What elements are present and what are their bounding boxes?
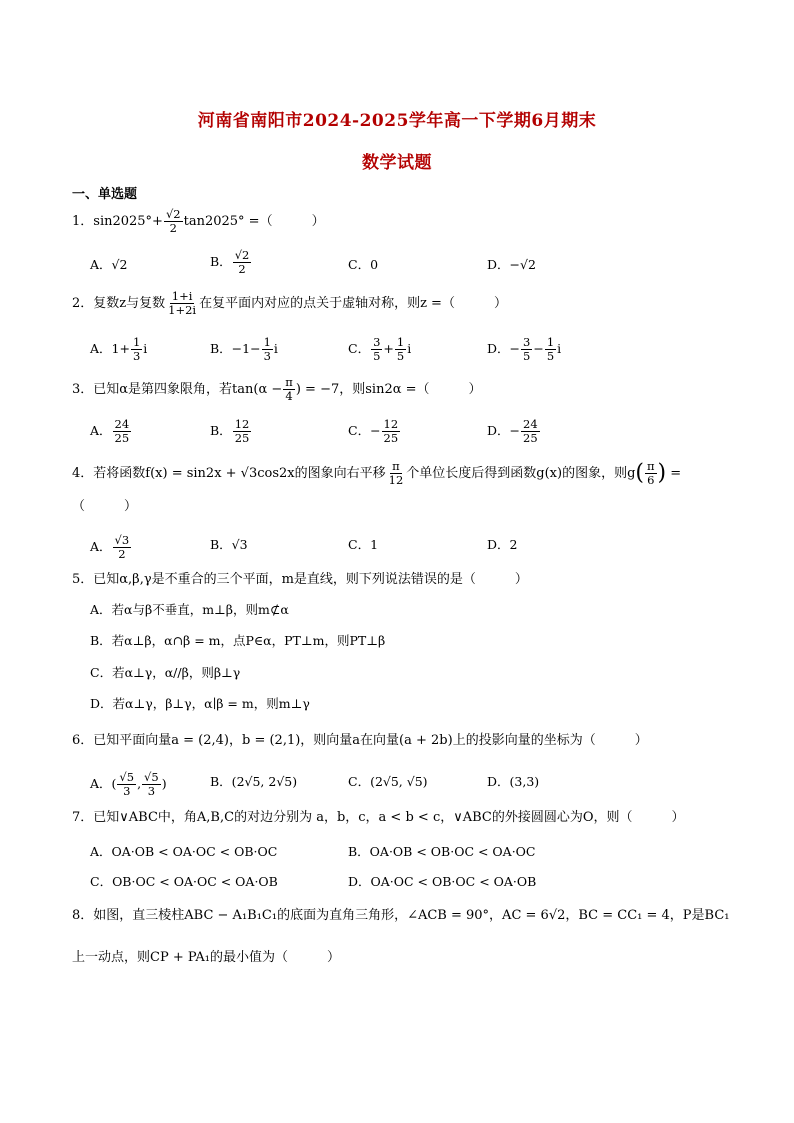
q1-option-b <box>210 249 252 276</box>
fraction-denominator: 25 <box>523 431 538 445</box>
q6-option-a <box>90 771 167 798</box>
fraction-numerator: 24 <box>523 417 538 431</box>
option-fraction <box>382 418 401 445</box>
question-4-argument <box>645 460 657 487</box>
option-fraction-2 <box>545 336 556 363</box>
option-label: A． <box>90 539 112 554</box>
fraction-denominator: 3 <box>132 349 141 363</box>
question-3 <box>72 376 482 403</box>
question-1 <box>72 208 325 235</box>
q7-option-c: C．OB·OC < OA·OC < OA·OB <box>90 874 278 889</box>
question-3-prefix: 3．已知α是第四象限角，若tan(α − <box>72 382 283 397</box>
option-label: D．− <box>487 341 520 356</box>
option-separator: , <box>137 776 142 791</box>
fraction-numerator: 3 <box>373 335 381 349</box>
fraction-denominator: 1+2i <box>168 303 197 317</box>
fraction-denominator: 12 <box>388 473 404 487</box>
question-3-suffix: ) = −7，则sin2α =（ ） <box>295 382 482 397</box>
option-fraction-1 <box>117 771 136 798</box>
option-label: A．1+ <box>90 341 130 356</box>
fraction-denominator: 6 <box>647 473 655 487</box>
fraction-denominator: 5 <box>396 349 405 363</box>
question-2-prefix: 2．复数z与复数 <box>72 296 166 311</box>
question-7: 7．已知∨ABC中，角A,B,C的对边分别为 a，b，c，a < b < c，∨ABC的外接圆圆心为O，则（ ） <box>72 810 685 825</box>
fraction-numerator: π <box>646 459 655 473</box>
option-fraction-1 <box>521 336 532 363</box>
option-label: B． <box>210 423 232 438</box>
question-4 <box>72 460 681 487</box>
option-label: C．− <box>348 423 381 438</box>
q2-option-c <box>348 336 411 363</box>
fraction-numerator: 3 <box>523 335 531 349</box>
question-1-fraction <box>164 208 183 235</box>
q7-option-a: A．OA·OB < OA·OC < OB·OC <box>90 844 278 859</box>
option-tail: ) <box>161 776 167 791</box>
question-5: 5．已知α,β,γ是不重合的三个平面，m是直线，则下列说法错误的是（ ） <box>72 572 528 587</box>
document-subtitle: 数学试题 <box>362 153 432 173</box>
question-2-suffix: 在复平面内对应的点关于虚轴对称，则z =（ ） <box>199 296 507 311</box>
fraction-denominator: 3 <box>147 784 156 798</box>
option-fraction-2 <box>142 771 161 798</box>
option-operator: + <box>383 341 394 356</box>
q5-option-a: A．若α与β不垂直，m⊥β，则m⊄α <box>90 602 289 617</box>
option-label: A． <box>90 423 112 438</box>
q3-option-c <box>348 418 401 445</box>
q3-option-a <box>90 418 132 445</box>
fraction-numerator: 12 <box>383 417 399 431</box>
fraction-numerator: 1 <box>396 335 405 349</box>
q5-option-c: C．若α⊥γ，α//β，则β⊥γ <box>90 665 241 680</box>
q4-option-a <box>90 534 132 561</box>
question-1-prefix: 1．sin2025°+ <box>72 214 163 229</box>
fraction-denominator: 5 <box>546 349 555 363</box>
q5-option-b: B．若α⊥β，α∩β = m，点P∈α，PT⊥m，则PT⊥β <box>90 633 386 648</box>
option-fraction <box>233 418 252 445</box>
option-tail: i <box>407 341 412 356</box>
question-3-fraction <box>283 376 295 403</box>
question-4-continued: （ ） <box>72 499 138 514</box>
fraction-denominator: 25 <box>114 431 130 445</box>
q1-option-c: C．0 <box>348 257 379 272</box>
fraction-denominator: 25 <box>383 431 399 445</box>
right-paren: ) <box>657 460 667 486</box>
q2-option-d <box>487 336 561 363</box>
option-tail: i <box>273 341 278 356</box>
q6-option-c: C．(2√5, √5) <box>348 774 428 789</box>
q1-option-d: D．−√2 <box>487 257 536 272</box>
q3-option-b <box>210 418 252 445</box>
fraction-denominator: 25 <box>234 431 250 445</box>
option-fraction <box>233 249 252 276</box>
question-2 <box>72 290 507 317</box>
q2-option-a <box>90 336 147 363</box>
q5-option-d: D．若α⊥γ，β⊥γ，α∣β = m，则m⊥γ <box>90 696 310 711</box>
q1-option-a: A．√2 <box>90 257 128 272</box>
fraction-numerator: √5 <box>119 770 135 784</box>
fraction-denominator: 5 <box>523 349 531 363</box>
fraction-numerator: √2 <box>234 248 250 262</box>
question-4-tail: = <box>666 466 682 481</box>
option-fraction <box>131 336 142 363</box>
fraction-numerator: 1 <box>132 335 141 349</box>
option-label: D．− <box>487 423 520 438</box>
option-fraction <box>113 534 132 561</box>
section-heading-single-choice: 一、单选题 <box>72 187 138 202</box>
option-label: A．( <box>90 776 117 791</box>
fraction-numerator: 1 <box>546 335 555 349</box>
fraction-numerator: 1+i <box>171 289 193 303</box>
option-label: B． <box>210 254 232 269</box>
fraction-numerator: √5 <box>144 770 159 784</box>
fraction-numerator: π <box>285 375 293 389</box>
q6-option-d: D．(3,3) <box>487 774 540 789</box>
document-title: 河南省南阳市2024-2025学年高一下学期6月期末 <box>197 111 597 131</box>
q4-option-d: D．2 <box>487 537 518 552</box>
q4-option-c: C．1 <box>348 537 379 552</box>
fraction-denominator: 4 <box>285 389 293 403</box>
question-2-fraction <box>166 290 198 317</box>
left-paren: ( <box>635 460 644 486</box>
option-fraction <box>521 418 540 445</box>
fraction-numerator: 1 <box>263 335 271 349</box>
fraction-numerator: 12 <box>234 417 250 431</box>
question-1-suffix: tan2025° =（ ） <box>183 214 325 229</box>
q4-option-b: B．√3 <box>210 537 248 552</box>
fraction-denominator: 5 <box>373 349 381 363</box>
option-fraction <box>113 418 132 445</box>
fraction-denominator: 2 <box>118 547 126 561</box>
option-label: B．−1− <box>210 341 261 356</box>
q7-option-d: D．OA·OC < OB·OC < OA·OB <box>348 874 537 889</box>
fraction-numerator: √2 <box>165 207 181 221</box>
fraction-numerator: √3 <box>114 533 130 547</box>
question-4-prefix: 4．若将函数f(x) = sin2x + √3cos2x的图象向右平移 <box>72 466 386 481</box>
question-8-continued: 上一动点，则CP + PA₁的最小值为（ ） <box>72 950 341 965</box>
option-operator: − <box>533 341 544 356</box>
fraction-numerator: π <box>392 459 400 473</box>
option-fraction-2 <box>395 336 406 363</box>
question-8: 8．如图，直三棱柱ABC − A₁B₁C₁的底面为直角三角形，∠ACB = 90°，AC = 6√2，BC = CC₁ = 4，P是BC₁ <box>72 908 730 923</box>
fraction-denominator: 3 <box>123 784 131 798</box>
fraction-denominator: 2 <box>238 262 246 276</box>
question-4-middle: 个单位长度后得到函数g(x)的图象，则g <box>406 466 636 481</box>
q7-option-b: B．OA·OB < OB·OC < OA·OC <box>348 844 536 859</box>
q6-option-b: B．(2√5, 2√5) <box>210 774 298 789</box>
option-fraction <box>262 336 273 363</box>
q3-option-d <box>487 418 541 445</box>
question-4-fraction <box>387 460 406 487</box>
fraction-denominator: 3 <box>263 349 271 363</box>
question-6: 6．已知平面向量a = (2,4)，b = (2,1)，则向量a在向量(a + 2b)上的投影向量的坐标为（ ） <box>72 733 648 748</box>
option-label: C． <box>348 341 371 356</box>
q2-option-b <box>210 336 278 363</box>
fraction-numerator: 24 <box>114 417 130 431</box>
fraction-denominator: 2 <box>169 221 177 235</box>
option-fraction-1 <box>371 336 382 363</box>
option-tail: i <box>557 341 562 356</box>
option-tail: i <box>143 341 148 356</box>
